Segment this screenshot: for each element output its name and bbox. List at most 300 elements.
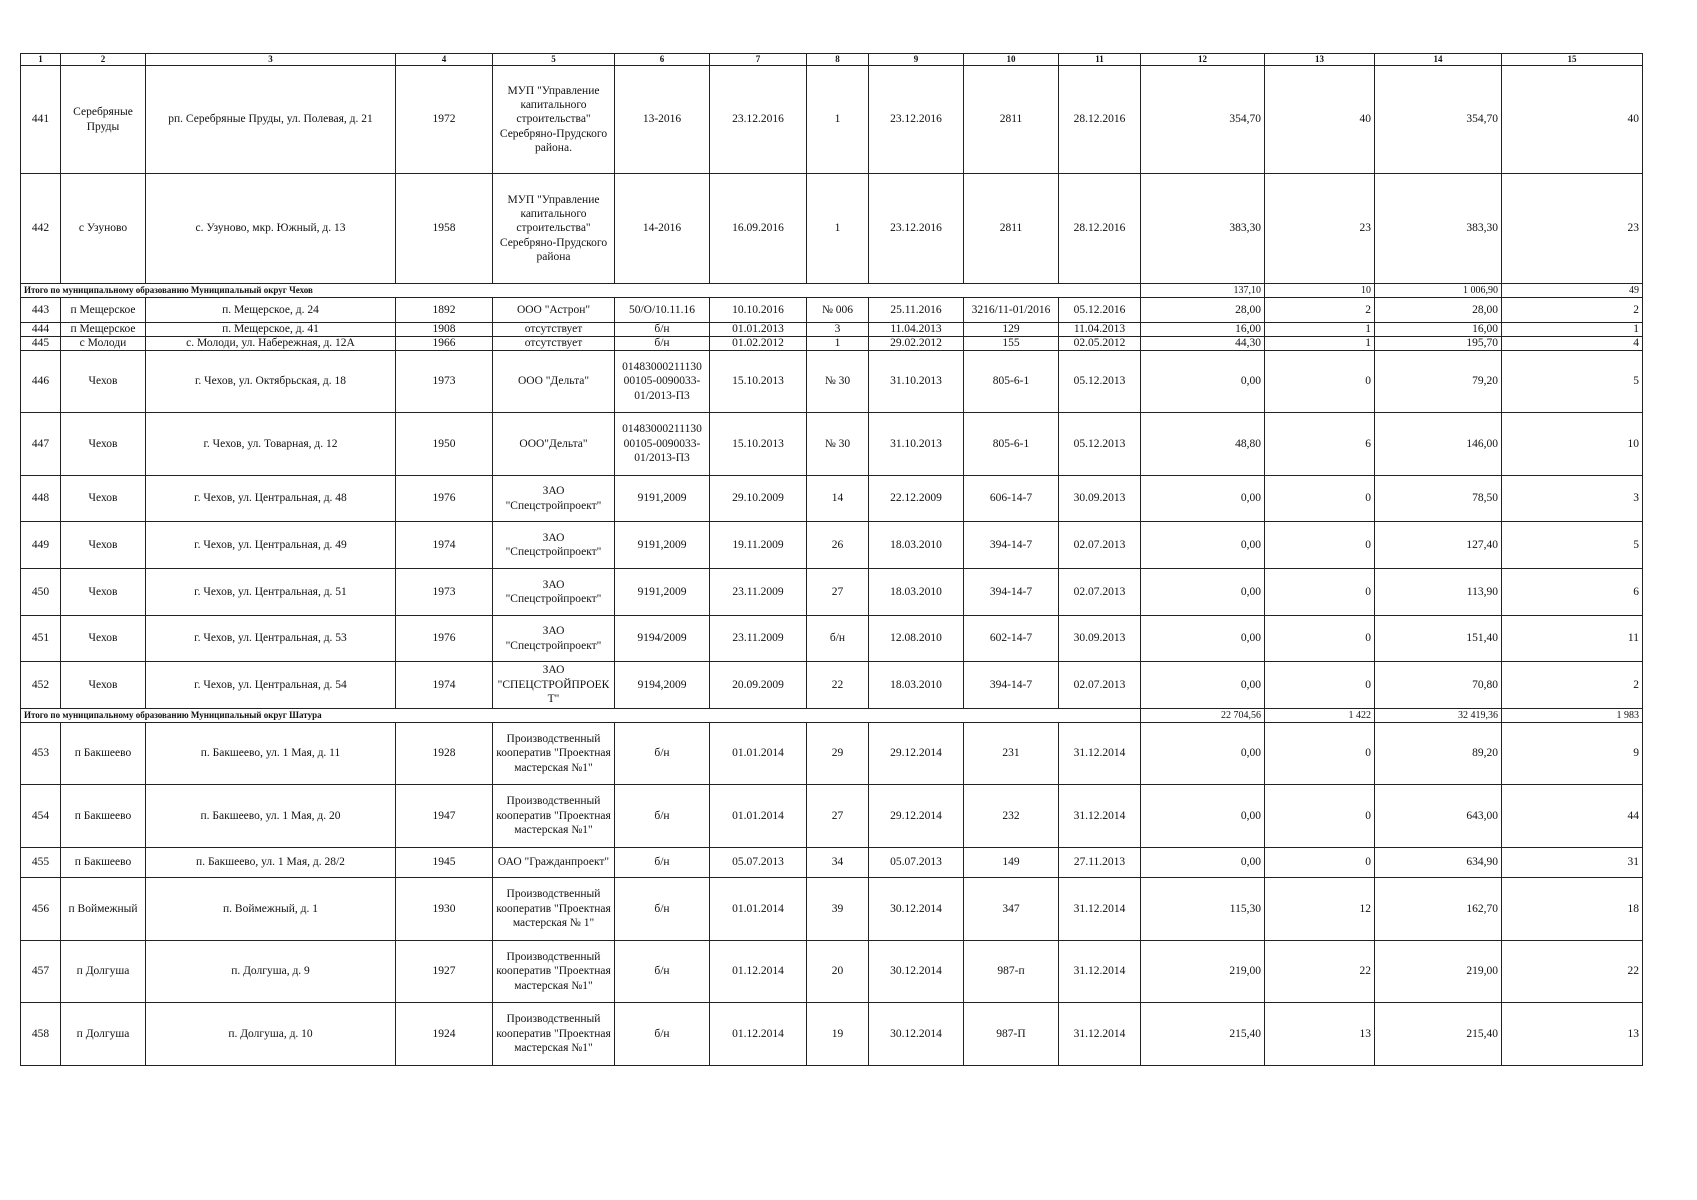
- cell-residents-1: 1: [1265, 337, 1375, 351]
- subtotal-value-13: 1 422: [1265, 709, 1375, 723]
- column-number-header: 14: [1375, 54, 1502, 66]
- cell-area-1: 383,30: [1141, 174, 1265, 284]
- column-number-header: 10: [964, 54, 1059, 66]
- cell-row-number: 443: [21, 298, 61, 323]
- cell-act-number: 1: [807, 174, 869, 284]
- cell-residents-1: 40: [1265, 66, 1375, 174]
- cell-row-number: 457: [21, 941, 61, 1003]
- cell-year-built: 1974: [396, 522, 493, 569]
- cell-area-1: 0,00: [1141, 569, 1265, 616]
- cell-organization: Производственный кооператив "Проектная мастерская №1": [493, 785, 615, 848]
- cell-row-number: 450: [21, 569, 61, 616]
- cell-row-number: 441: [21, 66, 61, 174]
- column-number-header: 8: [807, 54, 869, 66]
- cell-organization: Производственный кооператив "Проектная мастерская №1": [493, 723, 615, 785]
- column-number-row: [21, 54, 1643, 66]
- cell-act-date: 18.03.2010: [869, 522, 964, 569]
- cell-order-number: 805-6-1: [964, 351, 1059, 413]
- cell-document-number: 14-2016: [615, 174, 710, 284]
- column-number-header: 6: [615, 54, 710, 66]
- cell-act-number: 1: [807, 66, 869, 174]
- cell-address: г. Чехов, ул. Центральная, д. 54: [146, 662, 396, 709]
- cell-area-2: 195,70: [1375, 337, 1502, 351]
- cell-area-1: 115,30: [1141, 878, 1265, 941]
- cell-residents-2: 44: [1502, 785, 1643, 848]
- cell-act-date: 29.12.2014: [869, 723, 964, 785]
- cell-residents-2: 5: [1502, 522, 1643, 569]
- cell-area-2: 634,90: [1375, 848, 1502, 878]
- cell-act-number: б/н: [807, 616, 869, 662]
- table-row: [21, 785, 1643, 848]
- subtotal-value-15: 1 983: [1502, 709, 1643, 723]
- cell-order-date: 02.07.2013: [1059, 662, 1141, 709]
- cell-order-number: 606-14-7: [964, 476, 1059, 522]
- cell-residents-2: 2: [1502, 662, 1643, 709]
- cell-settlement: Чехов: [61, 569, 146, 616]
- table-row: [21, 878, 1643, 941]
- table-row: [21, 723, 1643, 785]
- cell-area-2: 89,20: [1375, 723, 1502, 785]
- column-number-header: 1: [21, 54, 61, 66]
- cell-act-number: 27: [807, 785, 869, 848]
- cell-document-number: 9194/2009: [615, 616, 710, 662]
- table-row: [21, 298, 1643, 323]
- cell-address: г. Чехов, ул. Центральная, д. 51: [146, 569, 396, 616]
- cell-residents-1: 0: [1265, 569, 1375, 616]
- cell-document-number: б/н: [615, 723, 710, 785]
- cell-residents-2: 23: [1502, 174, 1643, 284]
- cell-area-2: 79,20: [1375, 351, 1502, 413]
- cell-order-date: 02.05.2012: [1059, 337, 1141, 351]
- cell-act-date: 29.02.2012: [869, 337, 964, 351]
- cell-settlement: с Молоди: [61, 337, 146, 351]
- cell-residents-1: 6: [1265, 413, 1375, 476]
- cell-residents-1: 0: [1265, 848, 1375, 878]
- cell-organization: отсутствует: [493, 337, 615, 351]
- cell-order-date: 02.07.2013: [1059, 522, 1141, 569]
- cell-document-date: 29.10.2009: [710, 476, 807, 522]
- cell-settlement: п Долгуша: [61, 941, 146, 1003]
- cell-document-date: 05.07.2013: [710, 848, 807, 878]
- cell-residents-2: 3: [1502, 476, 1643, 522]
- cell-address: г. Чехов, ул. Центральная, д. 49: [146, 522, 396, 569]
- cell-order-number: 394-14-7: [964, 569, 1059, 616]
- cell-area-2: 162,70: [1375, 878, 1502, 941]
- table-row: [21, 174, 1643, 284]
- cell-address: п. Мещерское, д. 41: [146, 323, 396, 337]
- table-row: [21, 337, 1643, 351]
- cell-act-number: 20: [807, 941, 869, 1003]
- cell-act-date: 23.12.2016: [869, 66, 964, 174]
- column-number-header: 11: [1059, 54, 1141, 66]
- cell-order-date: 31.12.2014: [1059, 785, 1141, 848]
- cell-area-1: 354,70: [1141, 66, 1265, 174]
- cell-act-number: 19: [807, 1003, 869, 1066]
- cell-order-number: 987-п: [964, 941, 1059, 1003]
- subtotal-value-14: 1 006,90: [1375, 284, 1502, 298]
- cell-settlement: Чехов: [61, 662, 146, 709]
- cell-document-number: 9191,2009: [615, 522, 710, 569]
- cell-organization: отсутствует: [493, 323, 615, 337]
- cell-area-2: 146,00: [1375, 413, 1502, 476]
- cell-organization: ЗАО "Спецстройпроект": [493, 616, 615, 662]
- cell-address: п. Долгуша, д. 9: [146, 941, 396, 1003]
- cell-act-date: 31.10.2013: [869, 351, 964, 413]
- cell-order-date: 31.12.2014: [1059, 878, 1141, 941]
- cell-settlement: с Узуново: [61, 174, 146, 284]
- cell-organization: МУП "Управление капитального строительства" Серебряно-Прудского района: [493, 174, 615, 284]
- cell-document-number: 01483000211130 00105-0090033-01/2013-П3: [615, 351, 710, 413]
- cell-area-2: 70,80: [1375, 662, 1502, 709]
- subtotal-value-12: 22 704,56: [1141, 709, 1265, 723]
- table-row: [21, 323, 1643, 337]
- cell-order-number: 231: [964, 723, 1059, 785]
- cell-residents-2: 6: [1502, 569, 1643, 616]
- cell-act-number: 14: [807, 476, 869, 522]
- cell-address: п. Бакшеево, ул. 1 Мая, д. 11: [146, 723, 396, 785]
- cell-document-date: 10.10.2016: [710, 298, 807, 323]
- cell-row-number: 453: [21, 723, 61, 785]
- cell-residents-1: 0: [1265, 785, 1375, 848]
- cell-area-2: 383,30: [1375, 174, 1502, 284]
- cell-document-number: 01483000211130 00105-0090033-01/2013-П3: [615, 413, 710, 476]
- table-row: [21, 351, 1643, 413]
- subtotal-row: [21, 709, 1643, 723]
- cell-act-number: 39: [807, 878, 869, 941]
- cell-residents-2: 13: [1502, 1003, 1643, 1066]
- column-number-header: 12: [1141, 54, 1265, 66]
- cell-document-date: 15.10.2013: [710, 351, 807, 413]
- cell-residents-1: 1: [1265, 323, 1375, 337]
- cell-settlement: Чехов: [61, 476, 146, 522]
- cell-order-date: 02.07.2013: [1059, 569, 1141, 616]
- cell-residents-2: 40: [1502, 66, 1643, 174]
- table-row: [21, 848, 1643, 878]
- subtotal-label: Итого по муниципальному образованию Муниципальный округ Шатура: [21, 709, 1141, 723]
- cell-residents-1: 0: [1265, 723, 1375, 785]
- cell-year-built: 1973: [396, 351, 493, 413]
- cell-order-date: 31.12.2014: [1059, 1003, 1141, 1066]
- cell-area-1: 215,40: [1141, 1003, 1265, 1066]
- cell-residents-1: 13: [1265, 1003, 1375, 1066]
- cell-order-number: 129: [964, 323, 1059, 337]
- cell-area-2: 127,40: [1375, 522, 1502, 569]
- cell-order-date: 30.09.2013: [1059, 476, 1141, 522]
- cell-area-1: 0,00: [1141, 351, 1265, 413]
- cell-document-number: б/н: [615, 323, 710, 337]
- cell-row-number: 448: [21, 476, 61, 522]
- cell-residents-1: 2: [1265, 298, 1375, 323]
- cell-order-date: 27.11.2013: [1059, 848, 1141, 878]
- cell-settlement: п Бакшеево: [61, 785, 146, 848]
- cell-act-number: 26: [807, 522, 869, 569]
- cell-act-number: 22: [807, 662, 869, 709]
- subtotal-row: [21, 284, 1643, 298]
- subtotal-value-13: 10: [1265, 284, 1375, 298]
- column-number-header: 4: [396, 54, 493, 66]
- table-row: [21, 1003, 1643, 1066]
- cell-settlement: п Долгуша: [61, 1003, 146, 1066]
- cell-act-date: 31.10.2013: [869, 413, 964, 476]
- cell-area-2: 219,00: [1375, 941, 1502, 1003]
- cell-act-date: 23.12.2016: [869, 174, 964, 284]
- cell-act-date: 18.03.2010: [869, 569, 964, 616]
- cell-document-number: б/н: [615, 337, 710, 351]
- cell-area-1: 0,00: [1141, 616, 1265, 662]
- cell-area-1: 44,30: [1141, 337, 1265, 351]
- cell-order-number: 149: [964, 848, 1059, 878]
- cell-residents-1: 22: [1265, 941, 1375, 1003]
- cell-area-2: 643,00: [1375, 785, 1502, 848]
- cell-residents-2: 18: [1502, 878, 1643, 941]
- cell-organization: Производственный кооператив "Проектная мастерская №1": [493, 941, 615, 1003]
- cell-document-date: 01.12.2014: [710, 1003, 807, 1066]
- cell-address: п. Воймежный, д. 1: [146, 878, 396, 941]
- table-row: [21, 941, 1643, 1003]
- cell-organization: Производственный кооператив "Проектная мастерская №1": [493, 1003, 615, 1066]
- cell-row-number: 455: [21, 848, 61, 878]
- cell-order-date: 05.12.2013: [1059, 413, 1141, 476]
- cell-address: п. Бакшеево, ул. 1 Мая, д. 28/2: [146, 848, 396, 878]
- cell-address: с. Молоди, ул. Набережная, д. 12А: [146, 337, 396, 351]
- cell-document-date: 01.01.2014: [710, 785, 807, 848]
- cell-document-number: б/н: [615, 941, 710, 1003]
- cell-organization: ОАО "Гражданпроект": [493, 848, 615, 878]
- cell-row-number: 447: [21, 413, 61, 476]
- cell-residents-1: 12: [1265, 878, 1375, 941]
- table-row: [21, 616, 1643, 662]
- cell-order-number: 805-6-1: [964, 413, 1059, 476]
- cell-year-built: 1927: [396, 941, 493, 1003]
- cell-order-date: 28.12.2016: [1059, 174, 1141, 284]
- cell-area-1: 28,00: [1141, 298, 1265, 323]
- cell-document-date: 01.02.2012: [710, 337, 807, 351]
- column-number-header: 2: [61, 54, 146, 66]
- cell-act-number: 27: [807, 569, 869, 616]
- cell-order-number: 3216/11-01/2016: [964, 298, 1059, 323]
- cell-settlement: п Воймежный: [61, 878, 146, 941]
- cell-act-date: 18.03.2010: [869, 662, 964, 709]
- cell-document-number: б/н: [615, 878, 710, 941]
- cell-row-number: 458: [21, 1003, 61, 1066]
- cell-residents-2: 31: [1502, 848, 1643, 878]
- cell-organization: Производственный кооператив "Проектная мастерская № 1": [493, 878, 615, 941]
- column-number-header: 15: [1502, 54, 1643, 66]
- cell-order-number: 232: [964, 785, 1059, 848]
- cell-area-2: 28,00: [1375, 298, 1502, 323]
- cell-act-number: № 30: [807, 413, 869, 476]
- column-number-header: 7: [710, 54, 807, 66]
- cell-area-2: 151,40: [1375, 616, 1502, 662]
- cell-document-number: 9194,2009: [615, 662, 710, 709]
- cell-area-1: 219,00: [1141, 941, 1265, 1003]
- cell-row-number: 444: [21, 323, 61, 337]
- table-row: [21, 569, 1643, 616]
- cell-document-date: 23.11.2009: [710, 616, 807, 662]
- cell-act-date: 05.07.2013: [869, 848, 964, 878]
- cell-area-2: 215,40: [1375, 1003, 1502, 1066]
- cell-order-date: 05.12.2016: [1059, 298, 1141, 323]
- column-number-header: 5: [493, 54, 615, 66]
- cell-area-2: 78,50: [1375, 476, 1502, 522]
- cell-document-date: 15.10.2013: [710, 413, 807, 476]
- cell-act-number: № 006: [807, 298, 869, 323]
- cell-organization: ООО "Дельта": [493, 351, 615, 413]
- cell-residents-2: 22: [1502, 941, 1643, 1003]
- cell-organization: ООО "Астрон": [493, 298, 615, 323]
- cell-document-date: 23.11.2009: [710, 569, 807, 616]
- cell-order-number: 987-П: [964, 1003, 1059, 1066]
- cell-order-number: 394-14-7: [964, 662, 1059, 709]
- cell-act-date: 11.04.2013: [869, 323, 964, 337]
- cell-row-number: 454: [21, 785, 61, 848]
- cell-area-1: 0,00: [1141, 723, 1265, 785]
- cell-order-number: 2811: [964, 66, 1059, 174]
- cell-document-date: 23.12.2016: [710, 66, 807, 174]
- cell-order-date: 31.12.2014: [1059, 723, 1141, 785]
- cell-residents-1: 0: [1265, 522, 1375, 569]
- cell-year-built: 1924: [396, 1003, 493, 1066]
- cell-organization: ЗАО "Спецстройпроект": [493, 522, 615, 569]
- cell-settlement: Чехов: [61, 522, 146, 569]
- cell-act-number: 1: [807, 337, 869, 351]
- cell-area-1: 48,80: [1141, 413, 1265, 476]
- cell-address: рп. Серебряные Пруды, ул. Полевая, д. 21: [146, 66, 396, 174]
- cell-area-1: 0,00: [1141, 522, 1265, 569]
- cell-area-1: 16,00: [1141, 323, 1265, 337]
- cell-year-built: 1908: [396, 323, 493, 337]
- cell-residents-2: 10: [1502, 413, 1643, 476]
- cell-act-date: 30.12.2014: [869, 878, 964, 941]
- cell-area-2: 113,90: [1375, 569, 1502, 616]
- column-number-header: 9: [869, 54, 964, 66]
- table-row: [21, 662, 1643, 709]
- cell-document-date: 20.09.2009: [710, 662, 807, 709]
- cell-year-built: 1958: [396, 174, 493, 284]
- cell-residents-2: 9: [1502, 723, 1643, 785]
- cell-organization: ЗАО "СПЕЦСТРОЙПРОЕКТ": [493, 662, 615, 709]
- cell-row-number: 442: [21, 174, 61, 284]
- cell-residents-1: 0: [1265, 351, 1375, 413]
- cell-order-date: 30.09.2013: [1059, 616, 1141, 662]
- cell-settlement: Чехов: [61, 413, 146, 476]
- cell-row-number: 446: [21, 351, 61, 413]
- cell-residents-2: 11: [1502, 616, 1643, 662]
- table-row: [21, 522, 1643, 569]
- column-number-header: 3: [146, 54, 396, 66]
- cell-settlement: п Бакшеево: [61, 723, 146, 785]
- cell-document-number: 9191,2009: [615, 569, 710, 616]
- cell-area-1: 0,00: [1141, 785, 1265, 848]
- cell-document-date: 01.01.2013: [710, 323, 807, 337]
- cell-year-built: 1950: [396, 413, 493, 476]
- table-row: [21, 476, 1643, 522]
- cell-residents-2: 5: [1502, 351, 1643, 413]
- cell-act-date: 29.12.2014: [869, 785, 964, 848]
- cell-address: г. Чехов, ул. Товарная, д. 12: [146, 413, 396, 476]
- cell-year-built: 1976: [396, 616, 493, 662]
- cell-order-number: 347: [964, 878, 1059, 941]
- cell-address: п. Мещерское, д. 24: [146, 298, 396, 323]
- cell-order-number: 155: [964, 337, 1059, 351]
- subtotal-label: Итого по муниципальному образованию Муниципальный округ Чехов: [21, 284, 1141, 298]
- cell-year-built: 1947: [396, 785, 493, 848]
- cell-organization: ЗАО "Спецстройпроект": [493, 569, 615, 616]
- cell-organization: МУП "Управление капитального строительства" Серебряно-Прудского района.: [493, 66, 615, 174]
- cell-order-date: 28.12.2016: [1059, 66, 1141, 174]
- cell-year-built: 1976: [396, 476, 493, 522]
- cell-year-built: 1930: [396, 878, 493, 941]
- cell-year-built: 1928: [396, 723, 493, 785]
- subtotal-value-14: 32 419,36: [1375, 709, 1502, 723]
- cell-document-number: 13-2016: [615, 66, 710, 174]
- cell-document-number: 9191,2009: [615, 476, 710, 522]
- cell-residents-1: 0: [1265, 616, 1375, 662]
- cell-residents-1: 23: [1265, 174, 1375, 284]
- cell-settlement: Чехов: [61, 351, 146, 413]
- cell-residents-1: 0: [1265, 662, 1375, 709]
- cell-order-date: 31.12.2014: [1059, 941, 1141, 1003]
- cell-residents-2: 1: [1502, 323, 1643, 337]
- cell-year-built: 1945: [396, 848, 493, 878]
- cell-document-number: 50/О/10.11.16: [615, 298, 710, 323]
- cell-residents-2: 2: [1502, 298, 1643, 323]
- cell-document-date: 01.01.2014: [710, 723, 807, 785]
- table-row: [21, 413, 1643, 476]
- cell-settlement: Чехов: [61, 616, 146, 662]
- cell-address: г. Чехов, ул. Центральная, д. 53: [146, 616, 396, 662]
- cell-organization: ООО"Дельта": [493, 413, 615, 476]
- cell-act-number: № 30: [807, 351, 869, 413]
- cell-document-date: 19.11.2009: [710, 522, 807, 569]
- cell-order-date: 05.12.2013: [1059, 351, 1141, 413]
- cell-row-number: 452: [21, 662, 61, 709]
- cell-act-date: 12.08.2010: [869, 616, 964, 662]
- cell-address: п. Долгуша, д. 10: [146, 1003, 396, 1066]
- cell-year-built: 1972: [396, 66, 493, 174]
- cell-year-built: 1966: [396, 337, 493, 351]
- registry-table: [20, 53, 1643, 1066]
- cell-document-number: б/н: [615, 1003, 710, 1066]
- cell-act-number: 3: [807, 323, 869, 337]
- cell-order-number: 394-14-7: [964, 522, 1059, 569]
- cell-year-built: 1974: [396, 662, 493, 709]
- cell-document-number: б/н: [615, 848, 710, 878]
- cell-address: г. Чехов, ул. Центральная, д. 48: [146, 476, 396, 522]
- cell-order-number: 2811: [964, 174, 1059, 284]
- cell-area-1: 0,00: [1141, 848, 1265, 878]
- column-number-header: 13: [1265, 54, 1375, 66]
- cell-year-built: 1973: [396, 569, 493, 616]
- cell-order-number: 602-14-7: [964, 616, 1059, 662]
- cell-row-number: 445: [21, 337, 61, 351]
- cell-area-2: 16,00: [1375, 323, 1502, 337]
- cell-area-1: 0,00: [1141, 476, 1265, 522]
- cell-settlement: п Бакшеево: [61, 848, 146, 878]
- subtotal-value-15: 49: [1502, 284, 1643, 298]
- cell-address: г. Чехов, ул. Октябрьская, д. 18: [146, 351, 396, 413]
- cell-year-built: 1892: [396, 298, 493, 323]
- cell-organization: ЗАО "Спецстройпроект": [493, 476, 615, 522]
- cell-document-date: 01.12.2014: [710, 941, 807, 1003]
- subtotal-value-12: 137,10: [1141, 284, 1265, 298]
- cell-act-date: 30.12.2014: [869, 1003, 964, 1066]
- cell-document-date: 01.01.2014: [710, 878, 807, 941]
- cell-row-number: 451: [21, 616, 61, 662]
- cell-act-date: 30.12.2014: [869, 941, 964, 1003]
- cell-row-number: 456: [21, 878, 61, 941]
- cell-settlement: п Мещерское: [61, 298, 146, 323]
